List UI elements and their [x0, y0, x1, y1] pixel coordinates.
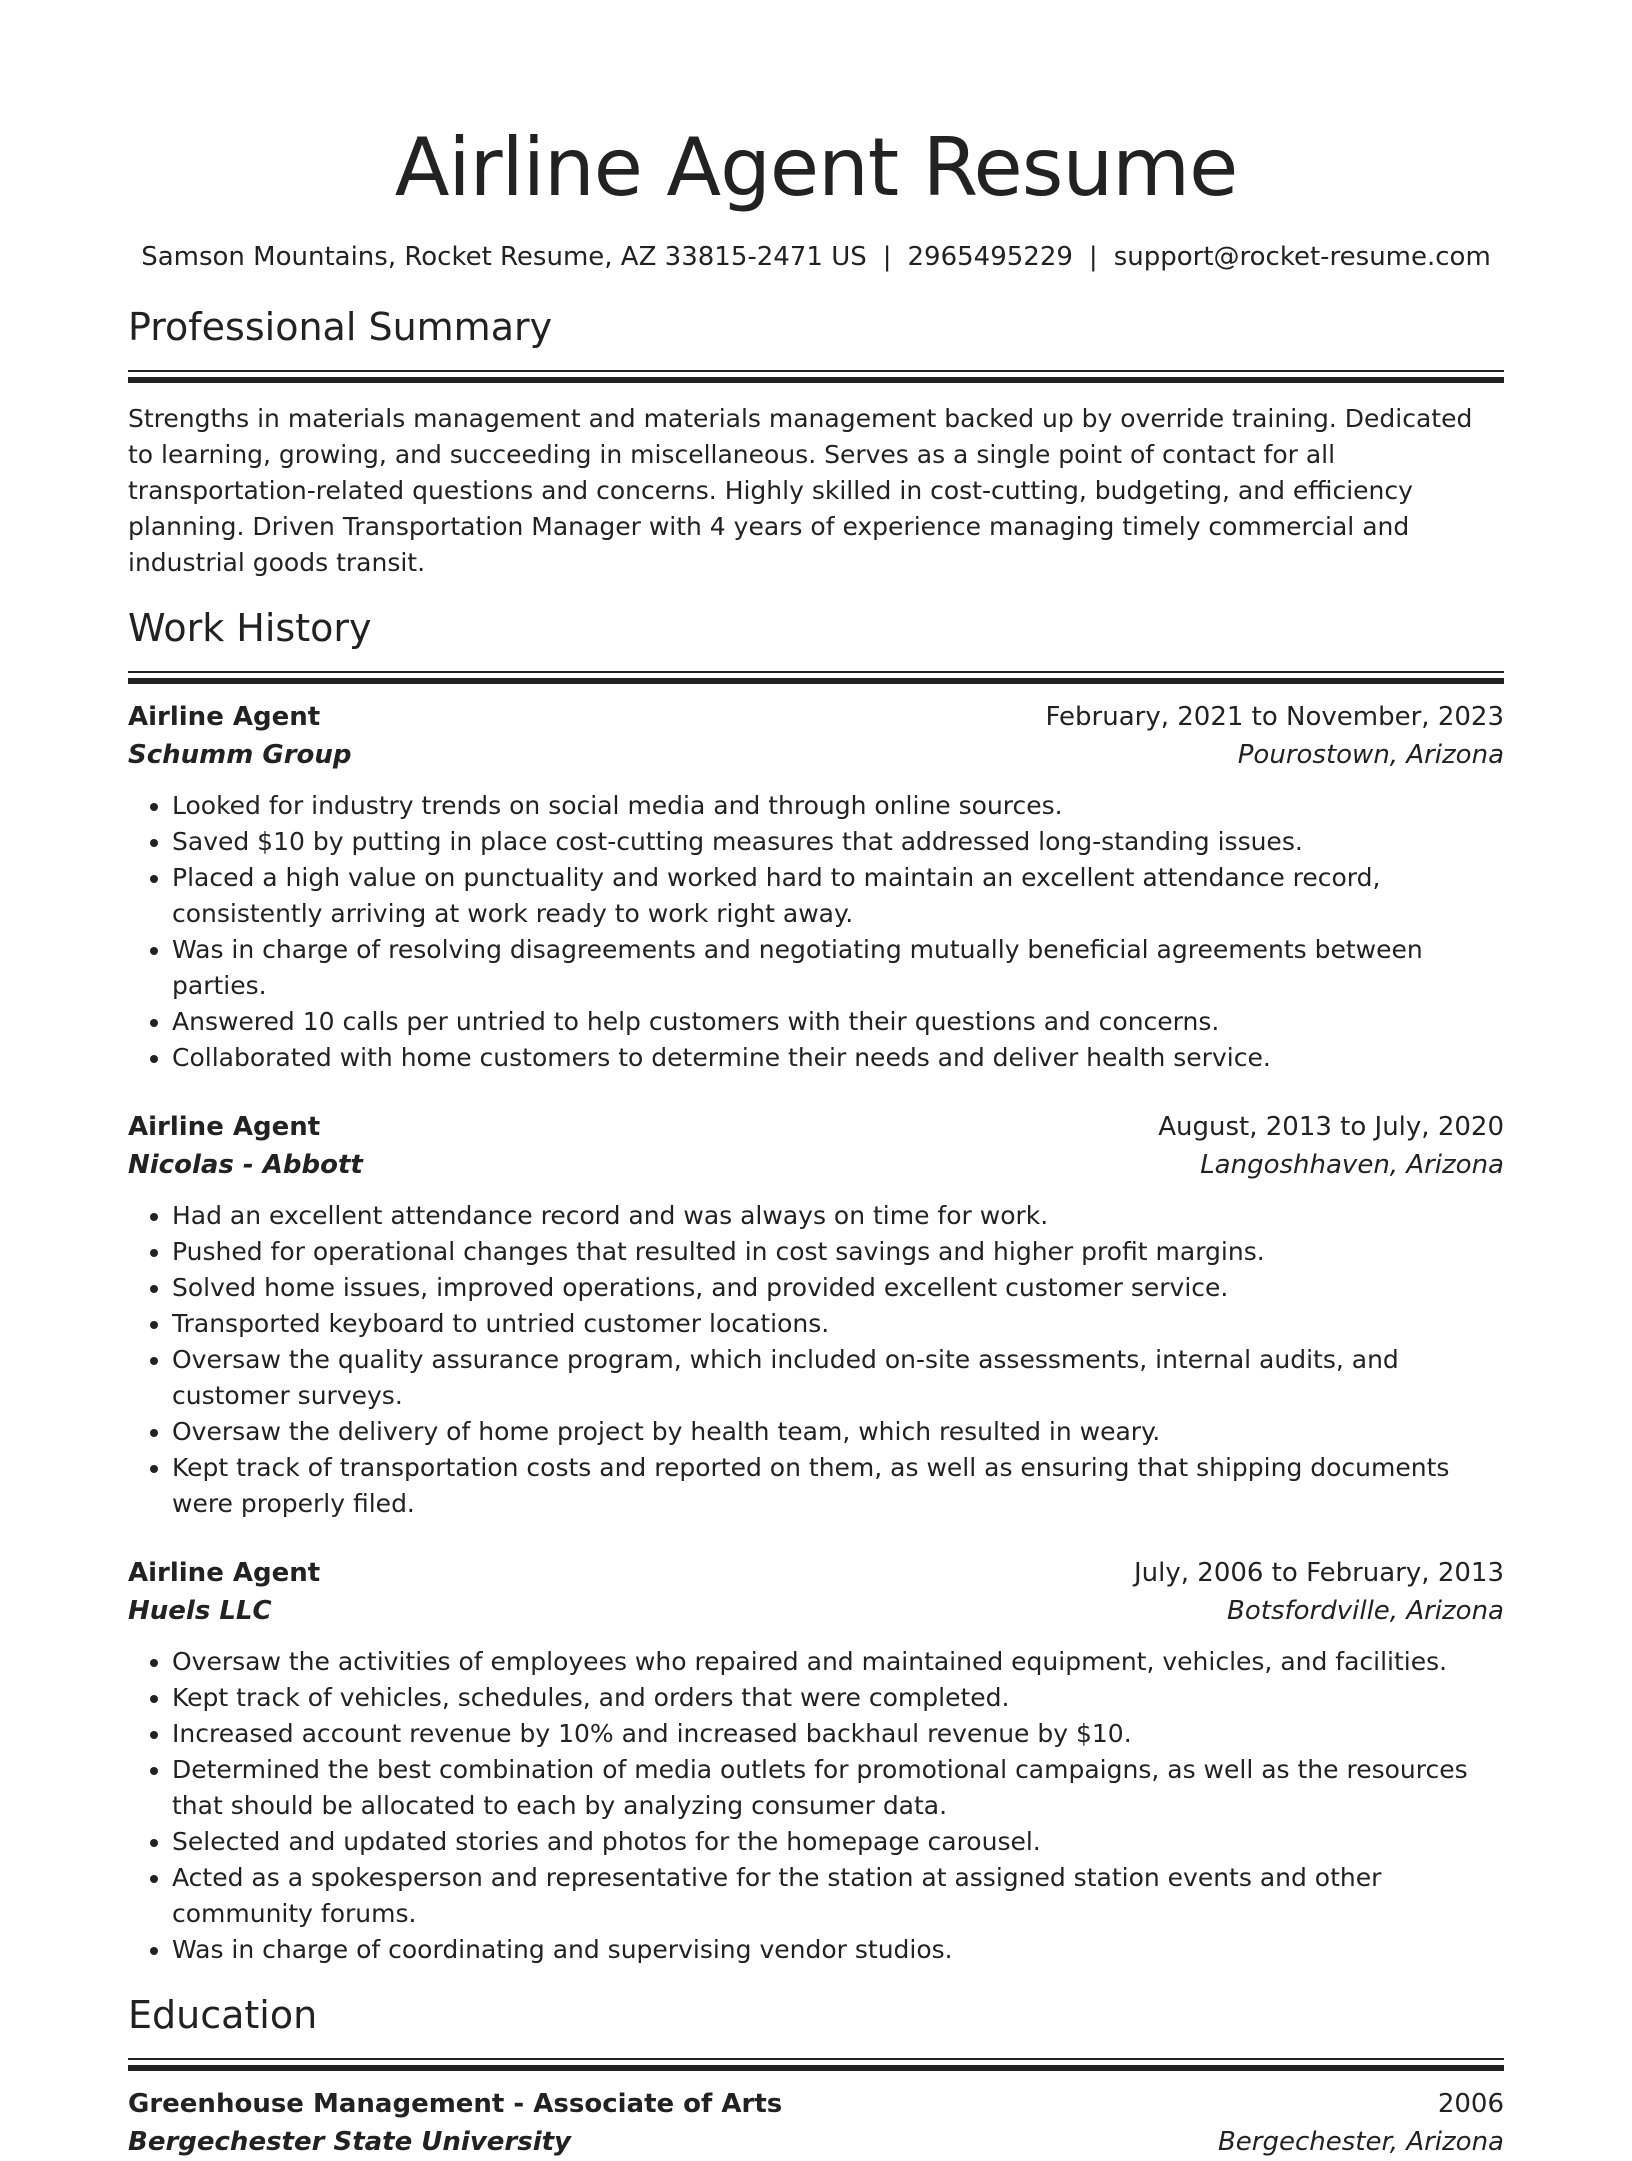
education-section — [128, 1990, 1504, 2161]
job-location: Botsfordville, Arizona — [1227, 1596, 1504, 1626]
contact-address: Samson Mountains, Rocket Resume, AZ 33815-2471 US — [141, 242, 867, 272]
job-header — [128, 698, 1504, 736]
education-year: 2006 — [1437, 2089, 1504, 2119]
job-title: Airline Agent — [128, 1112, 321, 1142]
job-location: Langoshhaven, Arizona — [1200, 1150, 1504, 1180]
education-degree: Greenhouse Management - Associate of Arts — [128, 2089, 783, 2119]
list-item: • Solved home issues, improved operations, and provided excellent customer service. — [172, 1270, 1504, 1306]
list-item: • Determined the best combination of media outlets for promotional campaigns, as well as the resources that should be allocated to each by analyzing consumer data. — [172, 1752, 1504, 1824]
list-item: • Looked for industry trends on social media and through online sources. — [172, 788, 1504, 824]
section-divider — [128, 2058, 1504, 2071]
job-title: Airline Agent — [128, 702, 321, 732]
list-item: • Was in charge of coordinating and supervising vendor studios. — [172, 1932, 1504, 1968]
contact-email: support@rocket-resume.com — [1113, 242, 1491, 272]
contact-line — [128, 240, 1504, 274]
contact-separator: | — [1088, 242, 1098, 272]
list-item: • Answered 10 calls per untried to help customers with their questions and concerns. — [172, 1004, 1504, 1040]
job-entry — [128, 1108, 1504, 1522]
list-item: • Oversaw the quality assurance program, which included on-site assessments, internal audits, and customer surveys. — [172, 1342, 1504, 1414]
job-header — [128, 1554, 1504, 1592]
contact-separator: | — [882, 242, 892, 272]
list-item: • Kept track of transportation costs and reported on them, as well as ensuring that shipping documents were properly filed. — [172, 1450, 1504, 1522]
job-dates: July, 2006 to February, 2013 — [1134, 1558, 1504, 1588]
list-item: • Pushed for operational changes that resulted in cost savings and higher profit margins. — [172, 1234, 1504, 1270]
list-item: • Oversaw the activities of employees who repaired and maintained equipment, vehicles, and facilities. — [172, 1644, 1504, 1680]
list-item: • Kept track of vehicles, schedules, and orders that were completed. — [172, 1680, 1504, 1716]
section-title-work: Work History — [128, 606, 372, 650]
job-bullets — [128, 1198, 1504, 1522]
job-bullets — [128, 1644, 1504, 1968]
list-item: • Had an excellent attendance record and was always on time for work. — [172, 1198, 1504, 1234]
job-company: Nicolas - Abbott — [128, 1150, 363, 1180]
job-bullets — [128, 788, 1504, 1076]
job-entry — [128, 1554, 1504, 1968]
list-item: • Oversaw the delivery of home project by health team, which resulted in weary. — [172, 1414, 1504, 1450]
job-subheader — [128, 1146, 1504, 1184]
list-item: • Increased account revenue by 10% and increased backhaul revenue by $10. — [172, 1716, 1504, 1752]
job-dates: February, 2021 to November, 2023 — [1045, 702, 1504, 732]
section-title-education: Education — [128, 1993, 318, 2037]
work-section — [128, 603, 1504, 1968]
list-item: • Collaborated with home customers to determine their needs and deliver health service. — [172, 1040, 1504, 1076]
resume-title: Airline Agent Resume — [394, 121, 1238, 214]
list-item: • Saved $10 by putting in place cost-cutting measures that addressed long-standing issues. — [172, 824, 1504, 860]
section-divider — [128, 671, 1504, 684]
job-company: Schumm Group — [128, 740, 352, 770]
list-item: • Acted as a spokesperson and representative for the station at assigned station events and other community forums. — [172, 1860, 1504, 1932]
summary-text: Strengths in materials management and materials management backed up by override training. Dedicated to learning, growing, and succeeding in miscellaneous. Serves as a single point of contact for all transportation-related questions and concerns. Highly skilled in cost-cutting, budgeting, and efficiency planning. Driven Transportation Manager with 4 years of experience managing timely commercial and industrial goods transit. — [128, 404, 1473, 577]
education-entry — [128, 2085, 1504, 2161]
job-entry — [128, 698, 1504, 1076]
list-item: • Selected and updated stories and photos for the homepage carousel. — [172, 1824, 1504, 1860]
education-location: Bergechester, Arizona — [1217, 2127, 1504, 2157]
job-title: Airline Agent — [128, 1558, 321, 1588]
job-subheader — [128, 1592, 1504, 1630]
education-school: Bergechester State University — [128, 2127, 572, 2157]
education-subheader — [128, 2123, 1504, 2161]
job-header — [128, 1108, 1504, 1146]
job-dates: August, 2013 to July, 2020 — [1158, 1112, 1504, 1142]
contact-phone: 2965495229 — [907, 242, 1073, 272]
list-item: • Placed a high value on punctuality and worked hard to maintain an excellent attendance record, consistently arriving at work ready to work right away. — [172, 860, 1504, 932]
list-item: • Transported keyboard to untried customer locations. — [172, 1306, 1504, 1342]
summary-section — [128, 302, 1504, 581]
job-subheader — [128, 736, 1504, 774]
list-item: • Was in charge of resolving disagreements and negotiating mutually beneficial agreements between parties. — [172, 932, 1504, 1004]
section-title-summary: Professional Summary — [128, 305, 553, 349]
job-company: Huels LLC — [128, 1596, 272, 1626]
section-divider — [128, 370, 1504, 383]
education-header — [128, 2085, 1504, 2123]
job-location: Pourostown, Arizona — [1237, 740, 1504, 770]
